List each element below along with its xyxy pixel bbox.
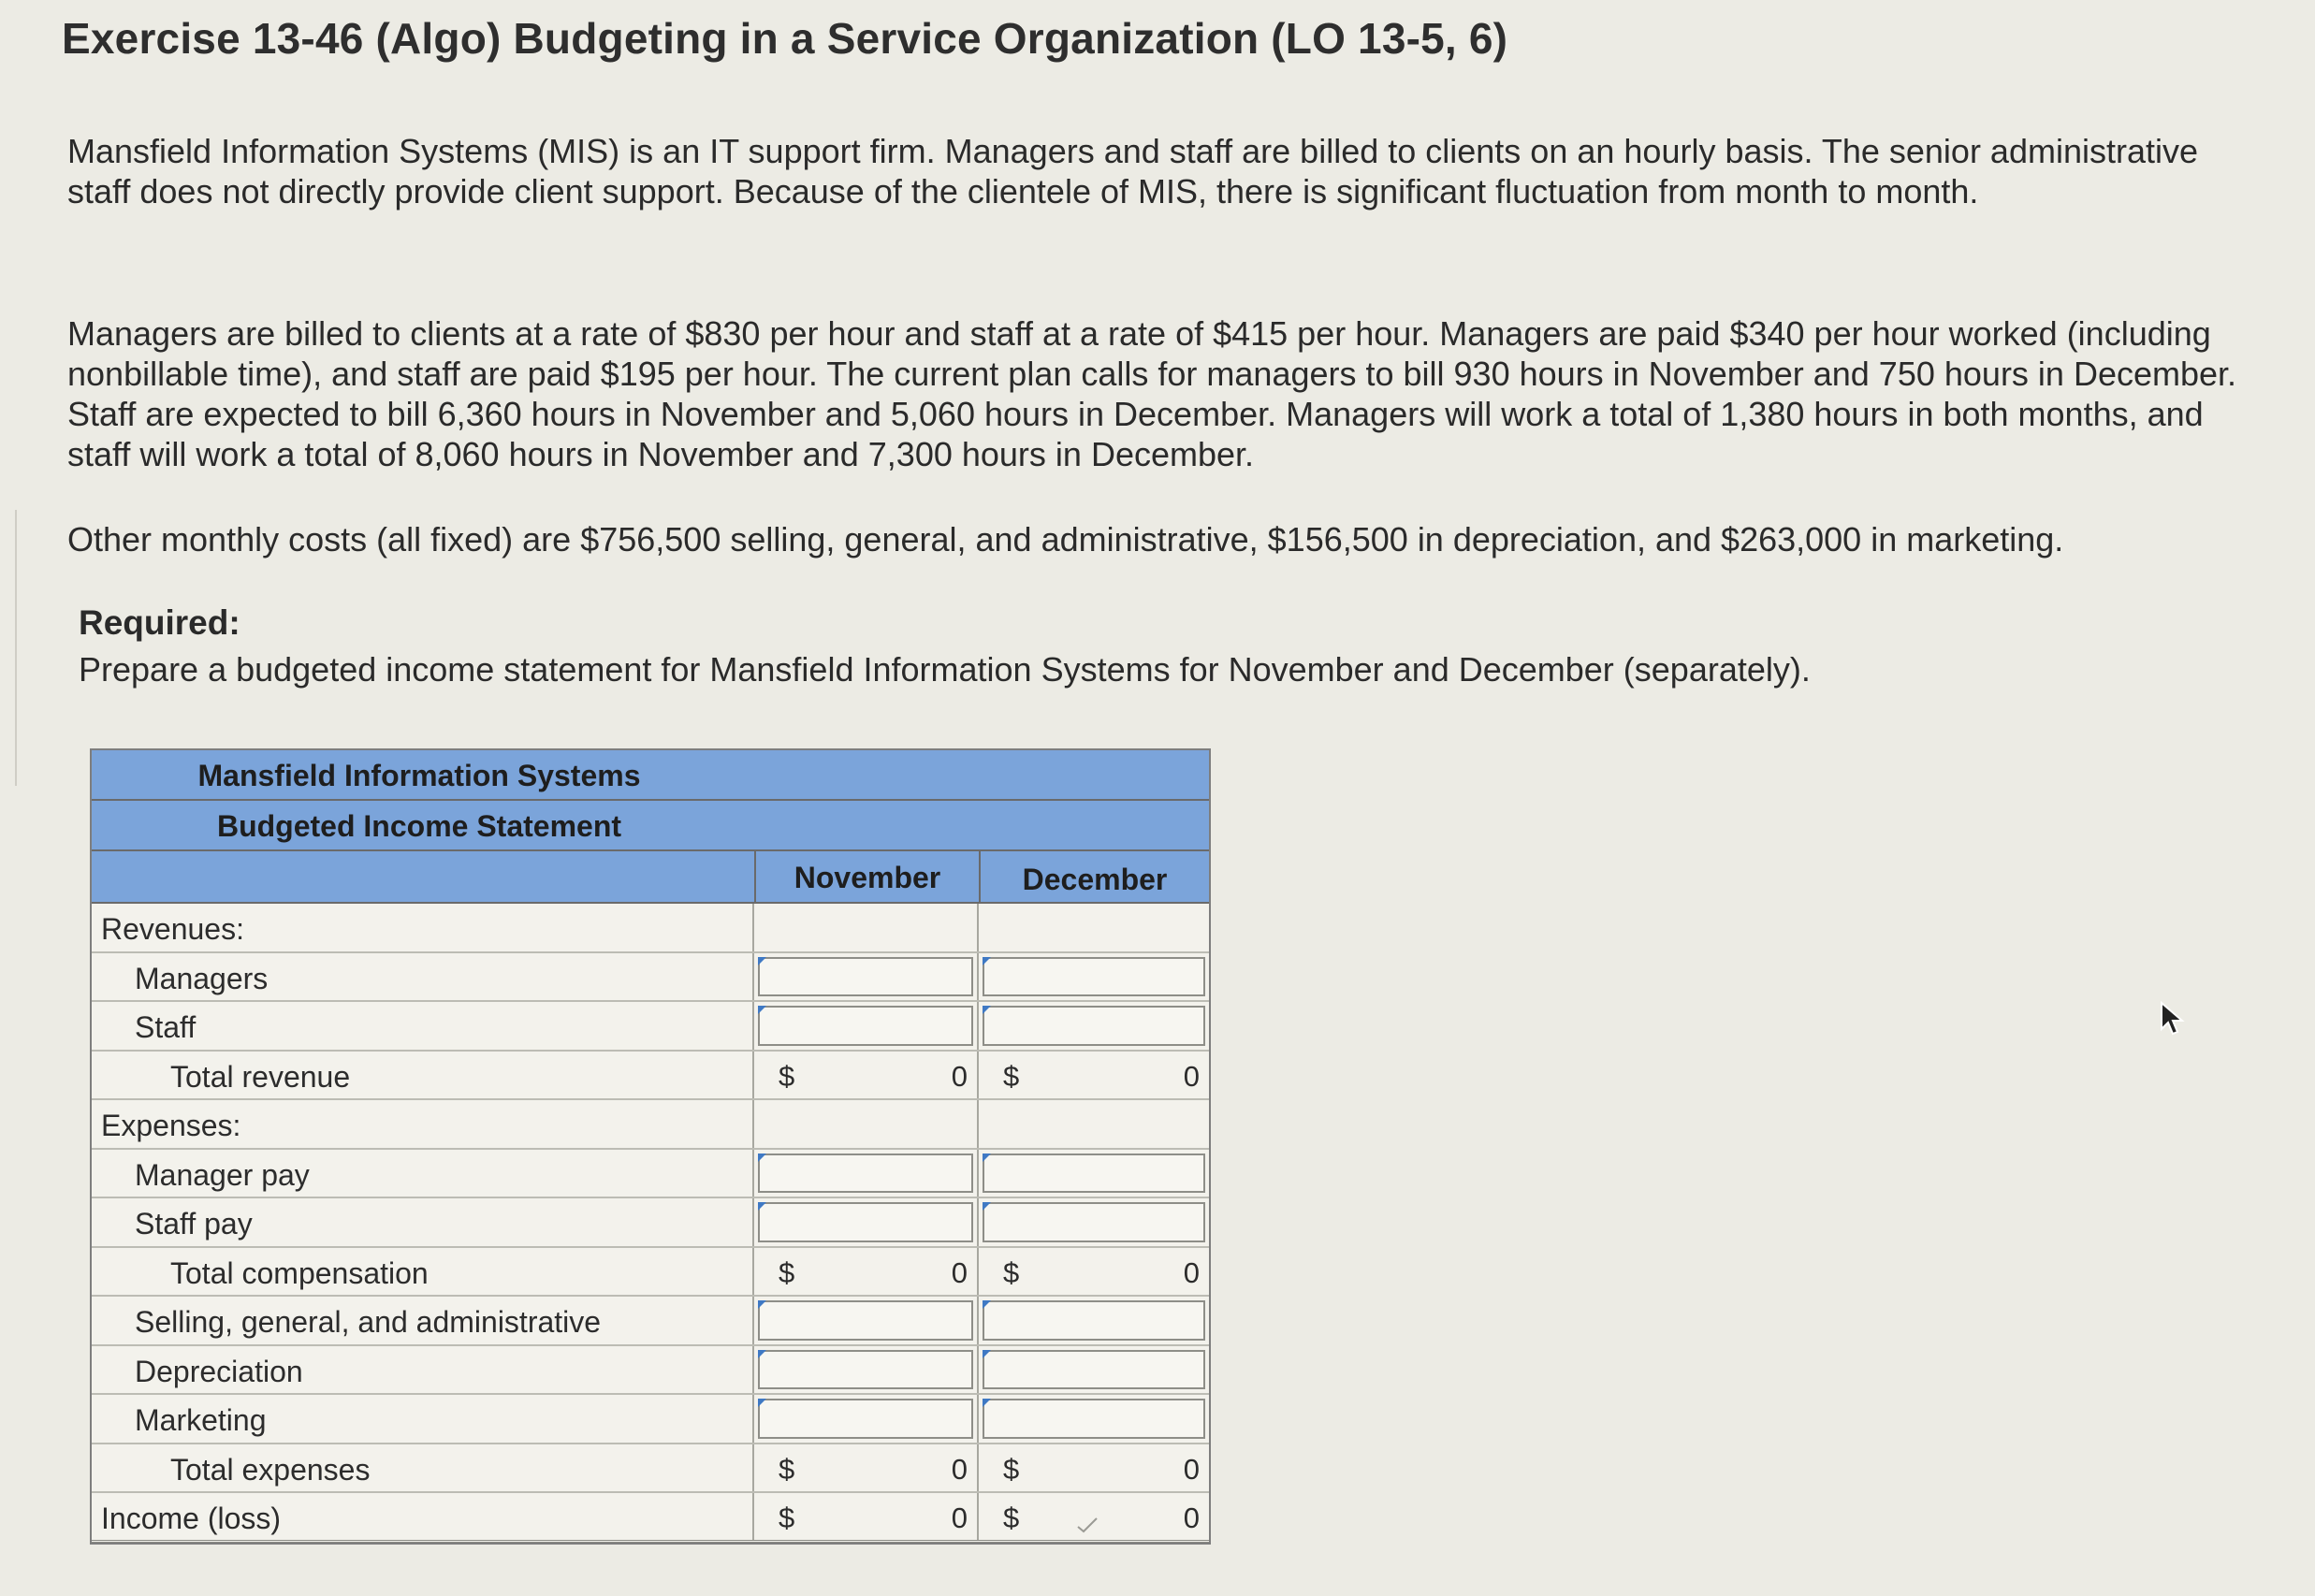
managers-revenue-nov-input[interactable] [758,957,973,997]
sga-dec-input[interactable] [983,1300,1205,1341]
currency-symbol: $ [1003,1255,1020,1289]
company-name: Mansfield Information Systems [197,759,641,792]
sga-label: Selling, general, and administrative [92,1297,754,1344]
expenses-label: Expenses: [92,1100,754,1148]
required-instructions: Prepare a budgeted income statement for Mansfield Information Systems for November and December (separately). [79,650,1811,689]
total-revenue-nov-value: 0 [951,1059,968,1093]
table-row [92,1395,1209,1444]
mouse-cursor-icon [2158,1001,2186,1038]
table-row [92,1100,1209,1150]
table-row [92,1297,1209,1346]
currency-symbol: $ [779,1452,795,1486]
marketing-label: Marketing [92,1395,754,1443]
income-nov-cell [754,1493,979,1540]
total-compensation-dec-value: 0 [1183,1255,1200,1289]
depreciation-nov-input[interactable] [758,1350,973,1390]
table-row [92,1052,1209,1101]
table-row [92,953,1209,1003]
total-expenses-dec-cell [979,1444,1209,1492]
currency-symbol: $ [1003,1502,1020,1534]
staff-revenue-label: Staff [92,1002,754,1050]
total-expenses-dec-value: 0 [1183,1452,1200,1486]
currency-symbol: $ [1003,1059,1020,1093]
total-expenses-label: Total expenses [92,1444,754,1492]
problem-paragraph-3: Other monthly costs (all fixed) are $756,500 selling, general, and administrative, $156,500 in depreciation, and $263,000 in marketing. [67,520,2064,559]
total-revenue-nov-cell [754,1052,979,1099]
currency-symbol: $ [1003,1452,1020,1486]
column-header-december: December [1022,863,1168,896]
left-panel-edge [0,510,17,786]
column-header-blank [92,851,756,902]
currency-symbol: $ [779,1255,795,1289]
manager-pay-nov-input[interactable] [758,1153,973,1194]
expenses-nov-cell [754,1100,979,1148]
marketing-dec-input[interactable] [983,1399,1205,1439]
total-compensation-dec-cell [979,1248,1209,1296]
depreciation-dec-input[interactable] [983,1350,1205,1390]
currency-symbol: $ [779,1059,795,1093]
table-row [92,1493,1209,1543]
total-compensation-nov-value: 0 [951,1255,968,1289]
table-row [92,904,1209,953]
sga-nov-input[interactable] [758,1300,973,1341]
managers-revenue-label: Managers [92,953,754,1001]
table-row [92,1248,1209,1298]
statement-title-header [92,801,1209,851]
manager-pay-dec-input[interactable] [983,1153,1205,1194]
income-dec-value: 0 [1183,1502,1200,1534]
checkmark-icon [1076,1516,1099,1534]
table-row [92,1444,1209,1494]
total-expenses-nov-cell [754,1444,979,1492]
total-expenses-nov-value: 0 [951,1452,968,1486]
problem-paragraph-1: Mansfield Information Systems (MIS) is an IT support firm. Managers and staff are billed to clients on an hourly basis. The senior administrative staff does not directly provide client support. Because of the clientele of MIS, there is significant fluctuation from month to month. [67,132,2199,210]
total-compensation-label: Total compensation [92,1248,754,1296]
expenses-dec-cell [979,1100,1209,1148]
revenues-label: Revenues: [92,904,754,951]
managers-revenue-dec-input[interactable] [983,957,1205,997]
exercise-title: Exercise 13-46 (Algo) Budgeting in a Service Organization (LO 13-5, 6) [62,14,1508,63]
revenues-dec-cell [979,904,1209,951]
total-revenue-dec-cell [979,1052,1209,1099]
table-row [92,1198,1209,1248]
staff-pay-dec-input[interactable] [983,1202,1205,1242]
table-row [92,1346,1209,1396]
total-revenue-label: Total revenue [92,1052,754,1099]
staff-revenue-nov-input[interactable] [758,1006,973,1046]
income-nov-value: 0 [951,1502,968,1534]
staff-pay-label: Staff pay [92,1198,754,1246]
company-name-header [92,750,1209,801]
depreciation-label: Depreciation [92,1346,754,1394]
manager-pay-label: Manager pay [92,1150,754,1197]
currency-symbol: $ [779,1502,795,1534]
marketing-nov-input[interactable] [758,1399,973,1439]
table-row [92,1002,1209,1052]
income-statement-table [90,748,1211,1545]
total-revenue-dec-value: 0 [1183,1059,1200,1093]
column-header-row [92,851,1209,904]
problem-paragraph-2: Managers are billed to clients at a rate of $830 per hour and staff at a rate of $415 per hour. Managers are paid $340 per hour worked (including nonbillable time), and staff are paid $195 per hour. The current plan calls for managers to bill 930 hours in November and 750 hours in December. Staff are expected to bill 6,360 hours in November and 5,060 hours in December. Managers will work a total of 1,380 hours in both months, and staff will work a total of 8,060 hours in November and 7,300 hours in December. [67,314,2237,473]
required-heading: Required: [79,603,240,642]
income-loss-label: Income (loss) [92,1493,754,1540]
statement-title: Budgeted Income Statement [216,809,622,843]
staff-pay-nov-input[interactable] [758,1202,973,1242]
revenues-nov-cell [754,904,979,951]
column-header-november: November [756,851,981,902]
total-compensation-nov-cell [754,1248,979,1296]
staff-revenue-dec-input[interactable] [983,1006,1205,1046]
table-row [92,1150,1209,1199]
